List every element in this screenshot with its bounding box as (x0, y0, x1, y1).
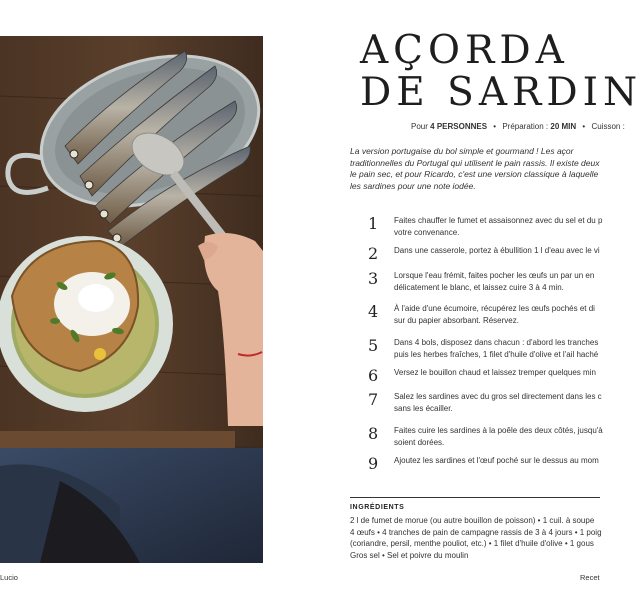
recipe-title-line-2: DE SARDIN (360, 70, 642, 115)
step-text (394, 245, 600, 257)
step-text-line: Faites cuire les sardines à la poêle des deux côtés, jusqu'à (394, 426, 603, 435)
footer-right: Recet (580, 573, 600, 582)
recipe-intro (350, 146, 620, 192)
servings-prefix: Pour (411, 122, 428, 131)
prep-prefix: Préparation : (502, 122, 549, 131)
footer-left: Lucio (0, 573, 18, 582)
step-number: 2 (368, 244, 379, 263)
ingredients-divider (350, 497, 600, 498)
step-number: 6 (368, 366, 379, 385)
step-text (394, 425, 603, 449)
step-number: 9 (368, 454, 379, 473)
step-text-line: Lorsque l'eau frémit, faites pocher les œufs un par un en (394, 271, 595, 280)
step-number: 8 (368, 424, 379, 443)
step-text-line: Ajoutez les sardines et l'œuf poché sur le dessus au mom (394, 456, 599, 465)
step-text-line: À l'aide d'une écumoire, récupérez les œufs pochés et di (394, 304, 595, 313)
step-text-line: Dans 4 bols, disposez dans chacun : d'abord les tranches (394, 338, 599, 347)
prep-time-value: 20 MIN (550, 122, 577, 131)
meta-separator: • (582, 122, 586, 131)
meta-separator: • (493, 122, 497, 131)
step-number: 3 (368, 269, 379, 288)
step-text-line: Faites chauffer le fumet et assaisonnez avec du sel et du p (394, 216, 603, 225)
step-text (394, 337, 598, 361)
step-number: 4 (368, 302, 379, 321)
recipe-photo-illustration (0, 36, 263, 563)
ingredients-heading: INGRÉDIENTS (350, 504, 405, 511)
step-text-line: sans les écailler. (394, 404, 453, 413)
step-text-line: Dans une casserole, portez à ébullition 1 l d'eau avec le vi (394, 246, 600, 255)
ingredients-line: 2 l de fumet de morue (ou autre bouillon de poisson) • 1 cuil. à soupe (350, 516, 595, 525)
intro-line: traditionnelles du Portugal qui utilisent le pain rassis. Il existe deux (350, 157, 600, 168)
intro-line: les sardines pour une note iodée. (350, 180, 476, 191)
intro-line: le pain sec, et pour Ricardo, c'est une version classique à laquelle (350, 169, 599, 179)
recipe-title-line-1: AÇORDA (360, 28, 569, 73)
recipe-photo (0, 36, 263, 563)
step-text-line: délicatement le blanc, et laissez cuire 3 à 4 min. (394, 283, 564, 292)
cook-prefix: Cuisson : (591, 122, 625, 131)
step-text (394, 367, 596, 379)
step-text (394, 391, 602, 415)
step-text-line: sur du papier absorbant. Réservez. (394, 316, 519, 325)
step-text (394, 270, 594, 294)
step-text-line: Versez le bouillon chaud et laissez tremper quelques min (394, 368, 596, 377)
step-number: 7 (368, 390, 379, 409)
step-number: 5 (368, 336, 379, 355)
step-text (394, 455, 599, 467)
step-text (394, 215, 602, 239)
step-number: 1 (368, 214, 379, 233)
ingredients-list (350, 515, 610, 561)
step-text (394, 303, 595, 327)
step-text-line: votre convenance. (394, 228, 460, 237)
step-text-line: puis les herbes fraîches, 1 filet d'huile d'olive et l'ail haché (394, 350, 599, 359)
step-text-line: Salez les sardines avec du gros sel directement dans les c (394, 392, 602, 401)
ingredients-line: (coriandre, persil, menthe pouliot, etc.) • 1 filet d'huile d'olive • 1 gous (350, 539, 594, 548)
recipe-title (360, 30, 642, 114)
servings-value: 4 PERSONNES (430, 122, 488, 131)
step-text-line: soient dorées. (394, 438, 445, 447)
ingredients-line: 4 œufs • 4 tranches de pain de campagne rassis de 3 à 4 jours • 1 poig (350, 527, 602, 537)
ingredients-line: Gros sel • Sel et poivre du moulin (350, 550, 469, 560)
intro-line: La version portugaise du bol simple et gourmand ! Les açor (350, 146, 574, 156)
recipe-meta (411, 122, 625, 131)
